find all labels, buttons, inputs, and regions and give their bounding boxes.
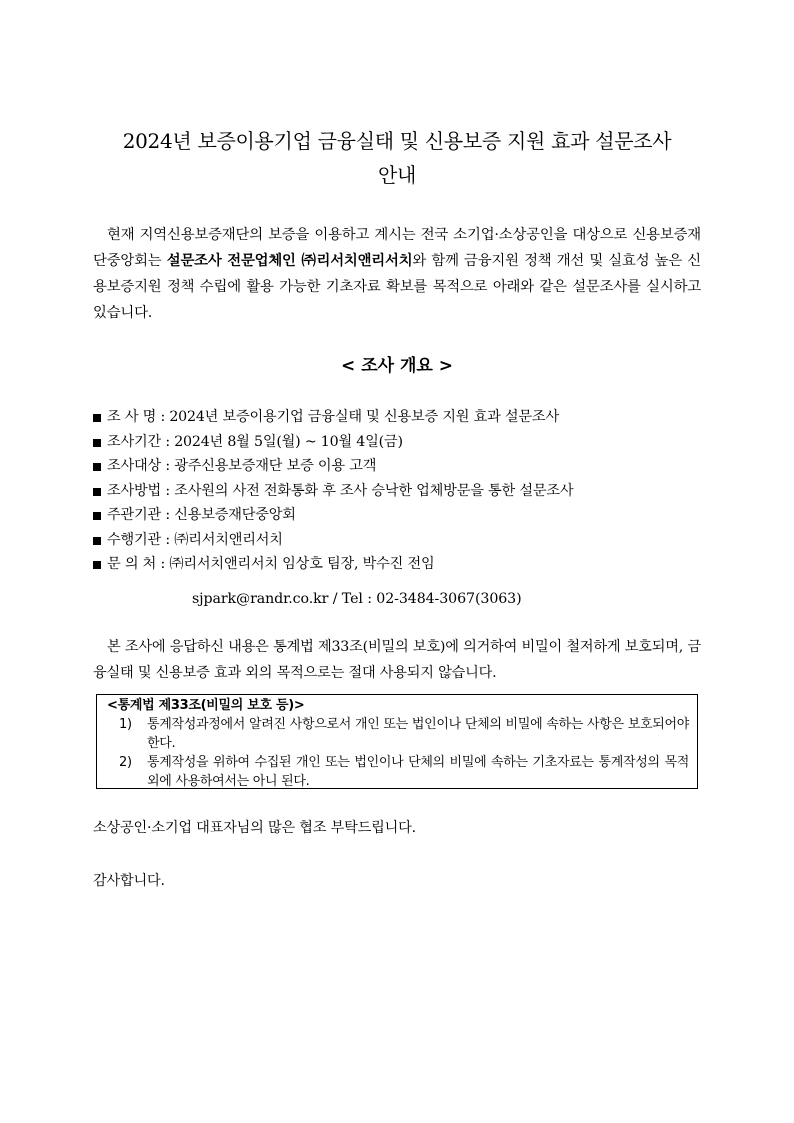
square-bullet-icon <box>93 488 101 496</box>
law-item-text: 통계작성과정에서 알려진 사항으로서 개인 또는 법인이나 단체의 비밀에 속하는 사항은 보호되어야 한다. <box>147 717 689 751</box>
info-value: 조사원의 사전 전화통화 후 조사 승낙한 업체방문을 통한 설문조사 <box>174 482 574 499</box>
confidentiality-paragraph: 본 조사에 응답하신 내용은 통계법 제33조(비밀의 보호)에 의거하여 비밀이 철저하게 보호되며, 금융실태 및 신용보증 효과 외의 목적으로는 절대 사용되지 않습니다. <box>93 639 701 681</box>
info-label: 수행기관 <box>107 531 162 548</box>
info-item-survey-target: 조사대상 : 광주신용보증재단 보증 이용 고객 <box>93 454 703 479</box>
info-item-survey-period: 조사기간 : 2024년 8월 5일(월) ~ 10월 4일(금) <box>93 430 703 455</box>
law-item-number: 2) <box>119 755 132 770</box>
law-item <box>107 753 689 791</box>
square-bullet-icon <box>93 561 101 569</box>
info-value: 2024년 보증이용기업 금융실태 및 신용보증 지원 효과 설문조사 <box>169 409 559 425</box>
page-title: 2024년 보증이용기업 금융실태 및 신용보증 지원 효과 설문조사 <box>122 129 672 153</box>
info-label: 조사기간 <box>107 433 162 450</box>
info-value: ㈜리서치앤리서치 <box>174 531 283 548</box>
intro-text-bold: 설문조사 전문업체인 ㈜리서치앤리서치 <box>166 253 413 269</box>
info-label: 문 의 처 <box>107 556 157 572</box>
square-bullet-icon <box>93 439 101 447</box>
law-box-title: <통계법 제33조(비밀의 보호 등)> <box>107 698 305 713</box>
closing-thanks: 감사합니다. <box>93 873 165 889</box>
info-label: 조사방법 <box>107 482 162 499</box>
law-item <box>107 715 689 753</box>
intro-text-before: 현재 지역신용보증재단의 보증을 이용하고 계시는 전국 소기업·소상공인을 대상으로 신용보증재단중앙회는 <box>93 227 701 269</box>
info-item-survey-name: 조 사 명 : 2024년 보증이용기업 금융실태 및 신용보증 지원 효과 설문조사 <box>93 405 703 430</box>
page-subtitle: 안내 <box>377 163 417 187</box>
closing-request: 소상공인·소기업 대표자님의 많은 협조 부탁드립니다. <box>93 820 416 836</box>
square-bullet-icon <box>93 512 101 520</box>
info-label: 주관기관 <box>107 507 162 523</box>
intro-text-after: 와 함께 금융지원 정책 개선 및 실효성 높은 신용보증지원 정책 수립에 활용 가능한 기초자료 확보를 목적으로 아래와 같은 설문조사를 실시하고 있습니다. <box>93 253 702 321</box>
info-label: 조 사 명 <box>107 409 157 425</box>
info-item-survey-method: 조사방법 : 조사원의 사전 전화통화 후 조사 승낙한 업체방문을 통한 설문조사 <box>93 479 703 504</box>
law-item-number: 1) <box>119 717 132 732</box>
intro-paragraph <box>93 222 701 326</box>
survey-info-list <box>93 405 703 577</box>
contact-email-phone: sjpark@randr.co.kr / Tel : 02-3484-3067(3063) <box>192 591 522 607</box>
info-label: 조사대상 <box>107 458 162 474</box>
square-bullet-icon <box>93 414 101 422</box>
info-item-organizer: 주관기관 : 신용보증재단중앙회 <box>93 503 703 528</box>
info-value: 2024년 8월 5일(월) ~ 10월 4일(금) <box>174 433 403 450</box>
statistics-law-box <box>96 694 698 789</box>
info-item-executor: 수행기관 : ㈜리서치앤리서치 <box>93 528 703 553</box>
info-value: ㈜리서치앤리서치 임상호 팀장, 박수진 전임 <box>169 556 435 572</box>
law-item-text: 통계작성을 위하여 수집된 개인 또는 법인이나 단체의 비밀에 속하는 기초자료는 통계작성의 목적 외에 사용하여서는 아니 된다. <box>147 755 689 789</box>
info-value: 신용보증재단중앙회 <box>174 507 296 523</box>
square-bullet-icon <box>93 463 101 471</box>
info-value: 광주신용보증재단 보증 이용 고객 <box>174 458 377 474</box>
square-bullet-icon <box>93 537 101 545</box>
info-item-contact: 문 의 처 : ㈜리서치앤리서치 임상호 팀장, 박수진 전임 <box>93 552 703 577</box>
section-heading: < 조사 개요 > <box>341 356 453 376</box>
